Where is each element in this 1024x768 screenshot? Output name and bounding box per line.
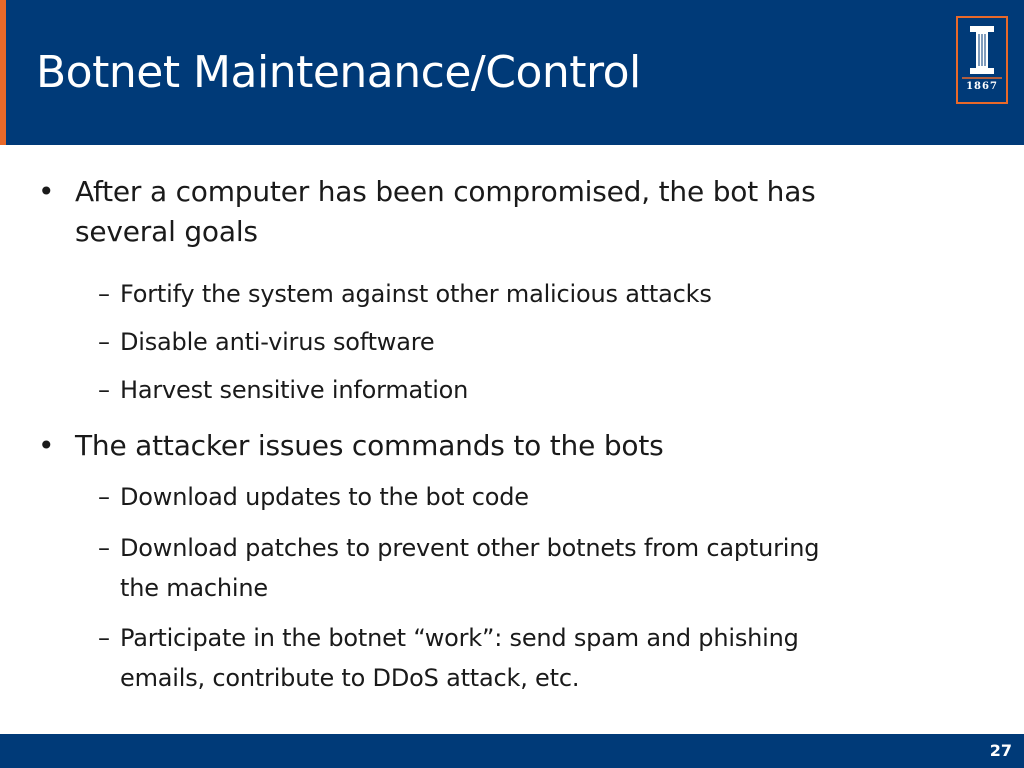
footer-bar xyxy=(0,734,1024,768)
bullet-text: The attacker issues commands to the bots xyxy=(75,429,664,462)
sub-bullet-marker: – xyxy=(98,328,110,356)
sub-bullet-text: the machine xyxy=(120,574,268,602)
sub-bullet-text: Download patches to prevent other botnets from capturing xyxy=(120,534,820,562)
sub-bullet-text: Disable anti-virus software xyxy=(120,328,435,356)
logo-year: 1867 xyxy=(966,81,998,92)
title-bar xyxy=(0,0,1024,145)
sub-bullet-text: Harvest sensitive information xyxy=(120,376,469,404)
bullet-marker: • xyxy=(38,429,55,462)
sub-bullet-marker: – xyxy=(98,376,110,404)
sub-bullet-text: emails, contribute to DDoS attack, etc. xyxy=(120,664,580,692)
sub-bullet-marker: – xyxy=(98,624,110,652)
bullet-text: several goals xyxy=(75,215,258,248)
sub-bullet-text: Download updates to the bot code xyxy=(120,483,529,511)
sub-bullet-marker: – xyxy=(98,483,110,511)
title-accent-stripe xyxy=(0,0,6,145)
sub-bullet-text: Fortify the system against other malicious attacks xyxy=(120,280,712,308)
bullet-marker: • xyxy=(38,175,55,208)
slide-title: Botnet Maintenance/Control xyxy=(36,47,641,98)
university-logo xyxy=(956,16,1008,104)
bullet-text: After a computer has been compromised, the bot has xyxy=(75,175,816,208)
sub-bullet-text: Participate in the botnet “work”: send spam and phishing xyxy=(120,624,799,652)
sub-bullet-marker: – xyxy=(98,534,110,562)
page-number: 27 xyxy=(989,741,1012,760)
sub-bullet-marker: – xyxy=(98,280,110,308)
